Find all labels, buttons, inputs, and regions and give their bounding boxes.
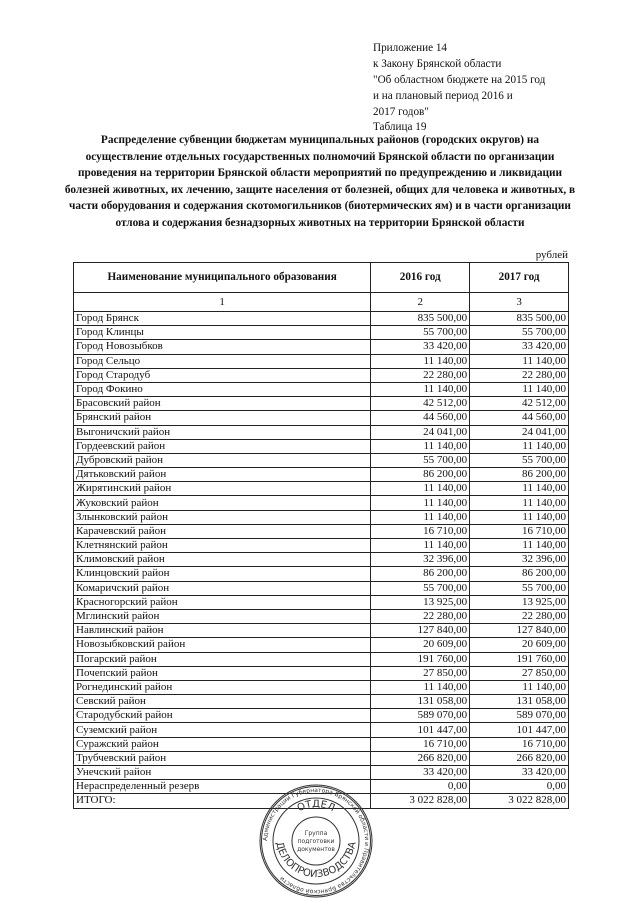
stamp-center-line: Группа <box>304 830 328 837</box>
cell-value-2016: 3 022 828,00 <box>371 794 470 808</box>
cell-value-2017: 101 447,00 <box>470 723 569 737</box>
column-number: 1 <box>74 293 371 312</box>
header-name: Наименование муниципального образования <box>74 263 371 293</box>
cell-name: Злынковский район <box>74 510 371 524</box>
cell-value-2016: 55 700,00 <box>371 326 470 340</box>
cell-value-2016: 22 280,00 <box>371 368 470 382</box>
header-2017: 2017 год <box>470 263 569 293</box>
table-row <box>74 382 569 396</box>
cell-value-2016: 13 925,00 <box>371 595 470 609</box>
cell-value-2016: 11 140,00 <box>371 482 470 496</box>
svg-text:ДЕЛОПРОИЗВОДСТВА: ДЕЛОПРОИЗВОДСТВА <box>273 840 359 881</box>
cell-value-2017: 0,00 <box>470 780 569 794</box>
cell-name: Суражский район <box>74 737 371 751</box>
cell-value-2016: 24 041,00 <box>371 425 470 439</box>
cell-value-2017: 27 850,00 <box>470 666 569 680</box>
table-number: Таблица 19 <box>373 121 427 133</box>
table-row <box>74 539 569 553</box>
cell-name: Дубровский район <box>74 453 371 467</box>
cell-name: Гордеевский район <box>74 439 371 453</box>
table-row <box>74 652 569 666</box>
cell-value-2017: 589 070,00 <box>470 709 569 723</box>
cell-value-2017: 11 140,00 <box>470 496 569 510</box>
cell-name: Мглинский район <box>74 609 371 623</box>
cell-value-2017: 55 700,00 <box>470 326 569 340</box>
cell-value-2016: 27 850,00 <box>371 666 470 680</box>
cell-value-2017: 11 140,00 <box>470 354 569 368</box>
stamp-center-line: документов <box>297 846 335 853</box>
cell-value-2017: 33 420,00 <box>470 340 569 354</box>
cell-value-2016: 33 420,00 <box>371 766 470 780</box>
document-title: Распределение субвенции бюджетам муниципальных районов (городских округов) на осуществление отдельных государственных полномочий Брянской области по организации проведения на территории Брянской области мероприятий по предупреждению и ликвидации болезней животных, их лечению, защите населения от болезней, общих для человека и животных, в части оборудования и содержания скотомогильников (биотермических ям) и в части организации отлова и содержания безнадзорных животных на территории Брянской области <box>64 134 576 229</box>
cell-value-2017: 55 700,00 <box>470 453 569 467</box>
cell-value-2017: 16 710,00 <box>470 737 569 751</box>
table-row <box>74 709 569 723</box>
cell-value-2017: 3 022 828,00 <box>470 794 569 808</box>
official-stamp <box>258 783 374 899</box>
cell-value-2017: 11 140,00 <box>470 510 569 524</box>
table-row <box>74 312 569 326</box>
cell-value-2017: 42 512,00 <box>470 397 569 411</box>
cell-value-2016: 589 070,00 <box>371 709 470 723</box>
cell-value-2017: 55 700,00 <box>470 581 569 595</box>
cell-value-2017: 11 140,00 <box>470 382 569 396</box>
table-row <box>74 638 569 652</box>
table-row <box>74 751 569 765</box>
cell-value-2016: 11 140,00 <box>371 354 470 368</box>
appendix-header <box>373 40 545 120</box>
cell-value-2016: 127 840,00 <box>371 624 470 638</box>
cell-name: Город Стародуб <box>74 368 371 382</box>
cell-value-2017: 266 820,00 <box>470 751 569 765</box>
column-number: 3 <box>470 293 569 312</box>
cell-value-2016: 266 820,00 <box>371 751 470 765</box>
cell-value-2017: 835 500,00 <box>470 312 569 326</box>
header-2016: 2016 год <box>371 263 470 293</box>
cell-value-2017: 16 710,00 <box>470 524 569 538</box>
cell-value-2016: 22 280,00 <box>371 609 470 623</box>
stamp-center-line: подготовки <box>297 838 335 845</box>
cell-value-2016: 11 140,00 <box>371 510 470 524</box>
table-row <box>74 368 569 382</box>
cell-name: Город Клинцы <box>74 326 371 340</box>
cell-value-2016: 20 609,00 <box>371 638 470 652</box>
cell-value-2016: 33 420,00 <box>371 340 470 354</box>
units-label: рублей <box>535 249 568 261</box>
table-row <box>74 482 569 496</box>
cell-value-2016: 86 200,00 <box>371 567 470 581</box>
table-row <box>74 581 569 595</box>
table-row <box>74 439 569 453</box>
cell-name: Жирятинский район <box>74 482 371 496</box>
table-row <box>74 624 569 638</box>
cell-value-2016: 55 700,00 <box>371 581 470 595</box>
cell-value-2017: 127 840,00 <box>470 624 569 638</box>
cell-value-2017: 86 200,00 <box>470 468 569 482</box>
table-row <box>74 595 569 609</box>
cell-name: Дятьковский район <box>74 468 371 482</box>
appendix-line: Приложение 14 <box>373 42 448 54</box>
table-row <box>74 567 569 581</box>
cell-value-2016: 0,00 <box>371 780 470 794</box>
cell-value-2016: 16 710,00 <box>371 737 470 751</box>
cell-name: Клинцовский район <box>74 567 371 581</box>
appendix-line: "Об областном бюджете на 2015 год <box>373 74 546 86</box>
cell-value-2016: 86 200,00 <box>371 468 470 482</box>
cell-name: Погарский район <box>74 652 371 666</box>
cell-value-2016: 101 447,00 <box>371 723 470 737</box>
table-row <box>74 354 569 368</box>
cell-value-2017: 33 420,00 <box>470 766 569 780</box>
appendix-line: и на плановый период 2016 и <box>373 90 513 102</box>
cell-value-2017: 24 041,00 <box>470 425 569 439</box>
cell-name: Новозыбковский район <box>74 638 371 652</box>
cell-name: Город Брянск <box>74 312 371 326</box>
table-row <box>74 496 569 510</box>
svg-text:ОТДЕЛ: ОТДЕЛ <box>295 798 337 815</box>
table-row <box>74 340 569 354</box>
table-row <box>74 326 569 340</box>
cell-value-2016: 191 760,00 <box>371 652 470 666</box>
table-row <box>74 453 569 467</box>
table-row <box>74 468 569 482</box>
cell-name: Клетнянский район <box>74 539 371 553</box>
cell-value-2017: 20 609,00 <box>470 638 569 652</box>
cell-name: Комаричский район <box>74 581 371 595</box>
cell-name: Брянский район <box>74 411 371 425</box>
cell-name: Почепский район <box>74 666 371 680</box>
cell-name: Брасовский район <box>74 397 371 411</box>
cell-value-2016: 55 700,00 <box>371 453 470 467</box>
cell-name: ИТОГО: <box>74 794 371 808</box>
table-row <box>74 737 569 751</box>
cell-value-2016: 42 512,00 <box>371 397 470 411</box>
cell-name: Город Сельцо <box>74 354 371 368</box>
table-header-row <box>74 263 569 293</box>
column-number: 2 <box>371 293 470 312</box>
cell-value-2017: 11 140,00 <box>470 439 569 453</box>
cell-name: Трубчевский район <box>74 751 371 765</box>
cell-name: Жуковский район <box>74 496 371 510</box>
cell-value-2017: 22 280,00 <box>470 368 569 382</box>
table-row <box>74 723 569 737</box>
cell-value-2016: 16 710,00 <box>371 524 470 538</box>
cell-name: Рогнединский район <box>74 680 371 694</box>
cell-name: Суземский район <box>74 723 371 737</box>
cell-value-2016: 11 140,00 <box>371 382 470 396</box>
cell-name: Красногорский район <box>74 595 371 609</box>
table-row <box>74 397 569 411</box>
table-row <box>74 524 569 538</box>
cell-value-2017: 11 140,00 <box>470 482 569 496</box>
cell-value-2016: 32 396,00 <box>371 553 470 567</box>
cell-value-2017: 22 280,00 <box>470 609 569 623</box>
table-row <box>74 609 569 623</box>
cell-value-2016: 11 140,00 <box>371 496 470 510</box>
table-row <box>74 766 569 780</box>
cell-name: Город Новозыбков <box>74 340 371 354</box>
cell-value-2016: 835 500,00 <box>371 312 470 326</box>
table-row <box>74 553 569 567</box>
cell-value-2017: 44 560,00 <box>470 411 569 425</box>
cell-value-2017: 131 058,00 <box>470 695 569 709</box>
subsidy-table <box>73 262 569 809</box>
cell-name: Карачевский район <box>74 524 371 538</box>
cell-value-2016: 131 058,00 <box>371 695 470 709</box>
cell-value-2016: 11 140,00 <box>371 539 470 553</box>
cell-value-2017: 32 396,00 <box>470 553 569 567</box>
cell-value-2016: 44 560,00 <box>371 411 470 425</box>
cell-name: Унечский район <box>74 766 371 780</box>
table-row <box>74 510 569 524</box>
cell-name: Нераспределенный резерв <box>74 780 371 794</box>
cell-value-2016: 11 140,00 <box>371 439 470 453</box>
cell-name: Навлинский район <box>74 624 371 638</box>
cell-name: Севский район <box>74 695 371 709</box>
cell-value-2017: 13 925,00 <box>470 595 569 609</box>
cell-value-2017: 11 140,00 <box>470 539 569 553</box>
table-row <box>74 666 569 680</box>
cell-value-2017: 191 760,00 <box>470 652 569 666</box>
table-row <box>74 680 569 694</box>
cell-name: Город Фокино <box>74 382 371 396</box>
cell-name: Стародубский район <box>74 709 371 723</box>
table-row <box>74 695 569 709</box>
table-row <box>74 411 569 425</box>
svg-text:Администрации Губернатора Брян: Администрации Губернатора Брянской области и Правительства Брянской области <box>261 786 371 896</box>
cell-name: Климовский район <box>74 553 371 567</box>
appendix-line: к Закону Брянской области <box>373 58 502 70</box>
column-number-row <box>74 293 569 312</box>
cell-name: Выгоничский район <box>74 425 371 439</box>
cell-value-2017: 11 140,00 <box>470 680 569 694</box>
cell-value-2016: 11 140,00 <box>371 680 470 694</box>
appendix-line: 2017 годов" <box>373 106 429 118</box>
table-row <box>74 425 569 439</box>
cell-value-2017: 86 200,00 <box>470 567 569 581</box>
